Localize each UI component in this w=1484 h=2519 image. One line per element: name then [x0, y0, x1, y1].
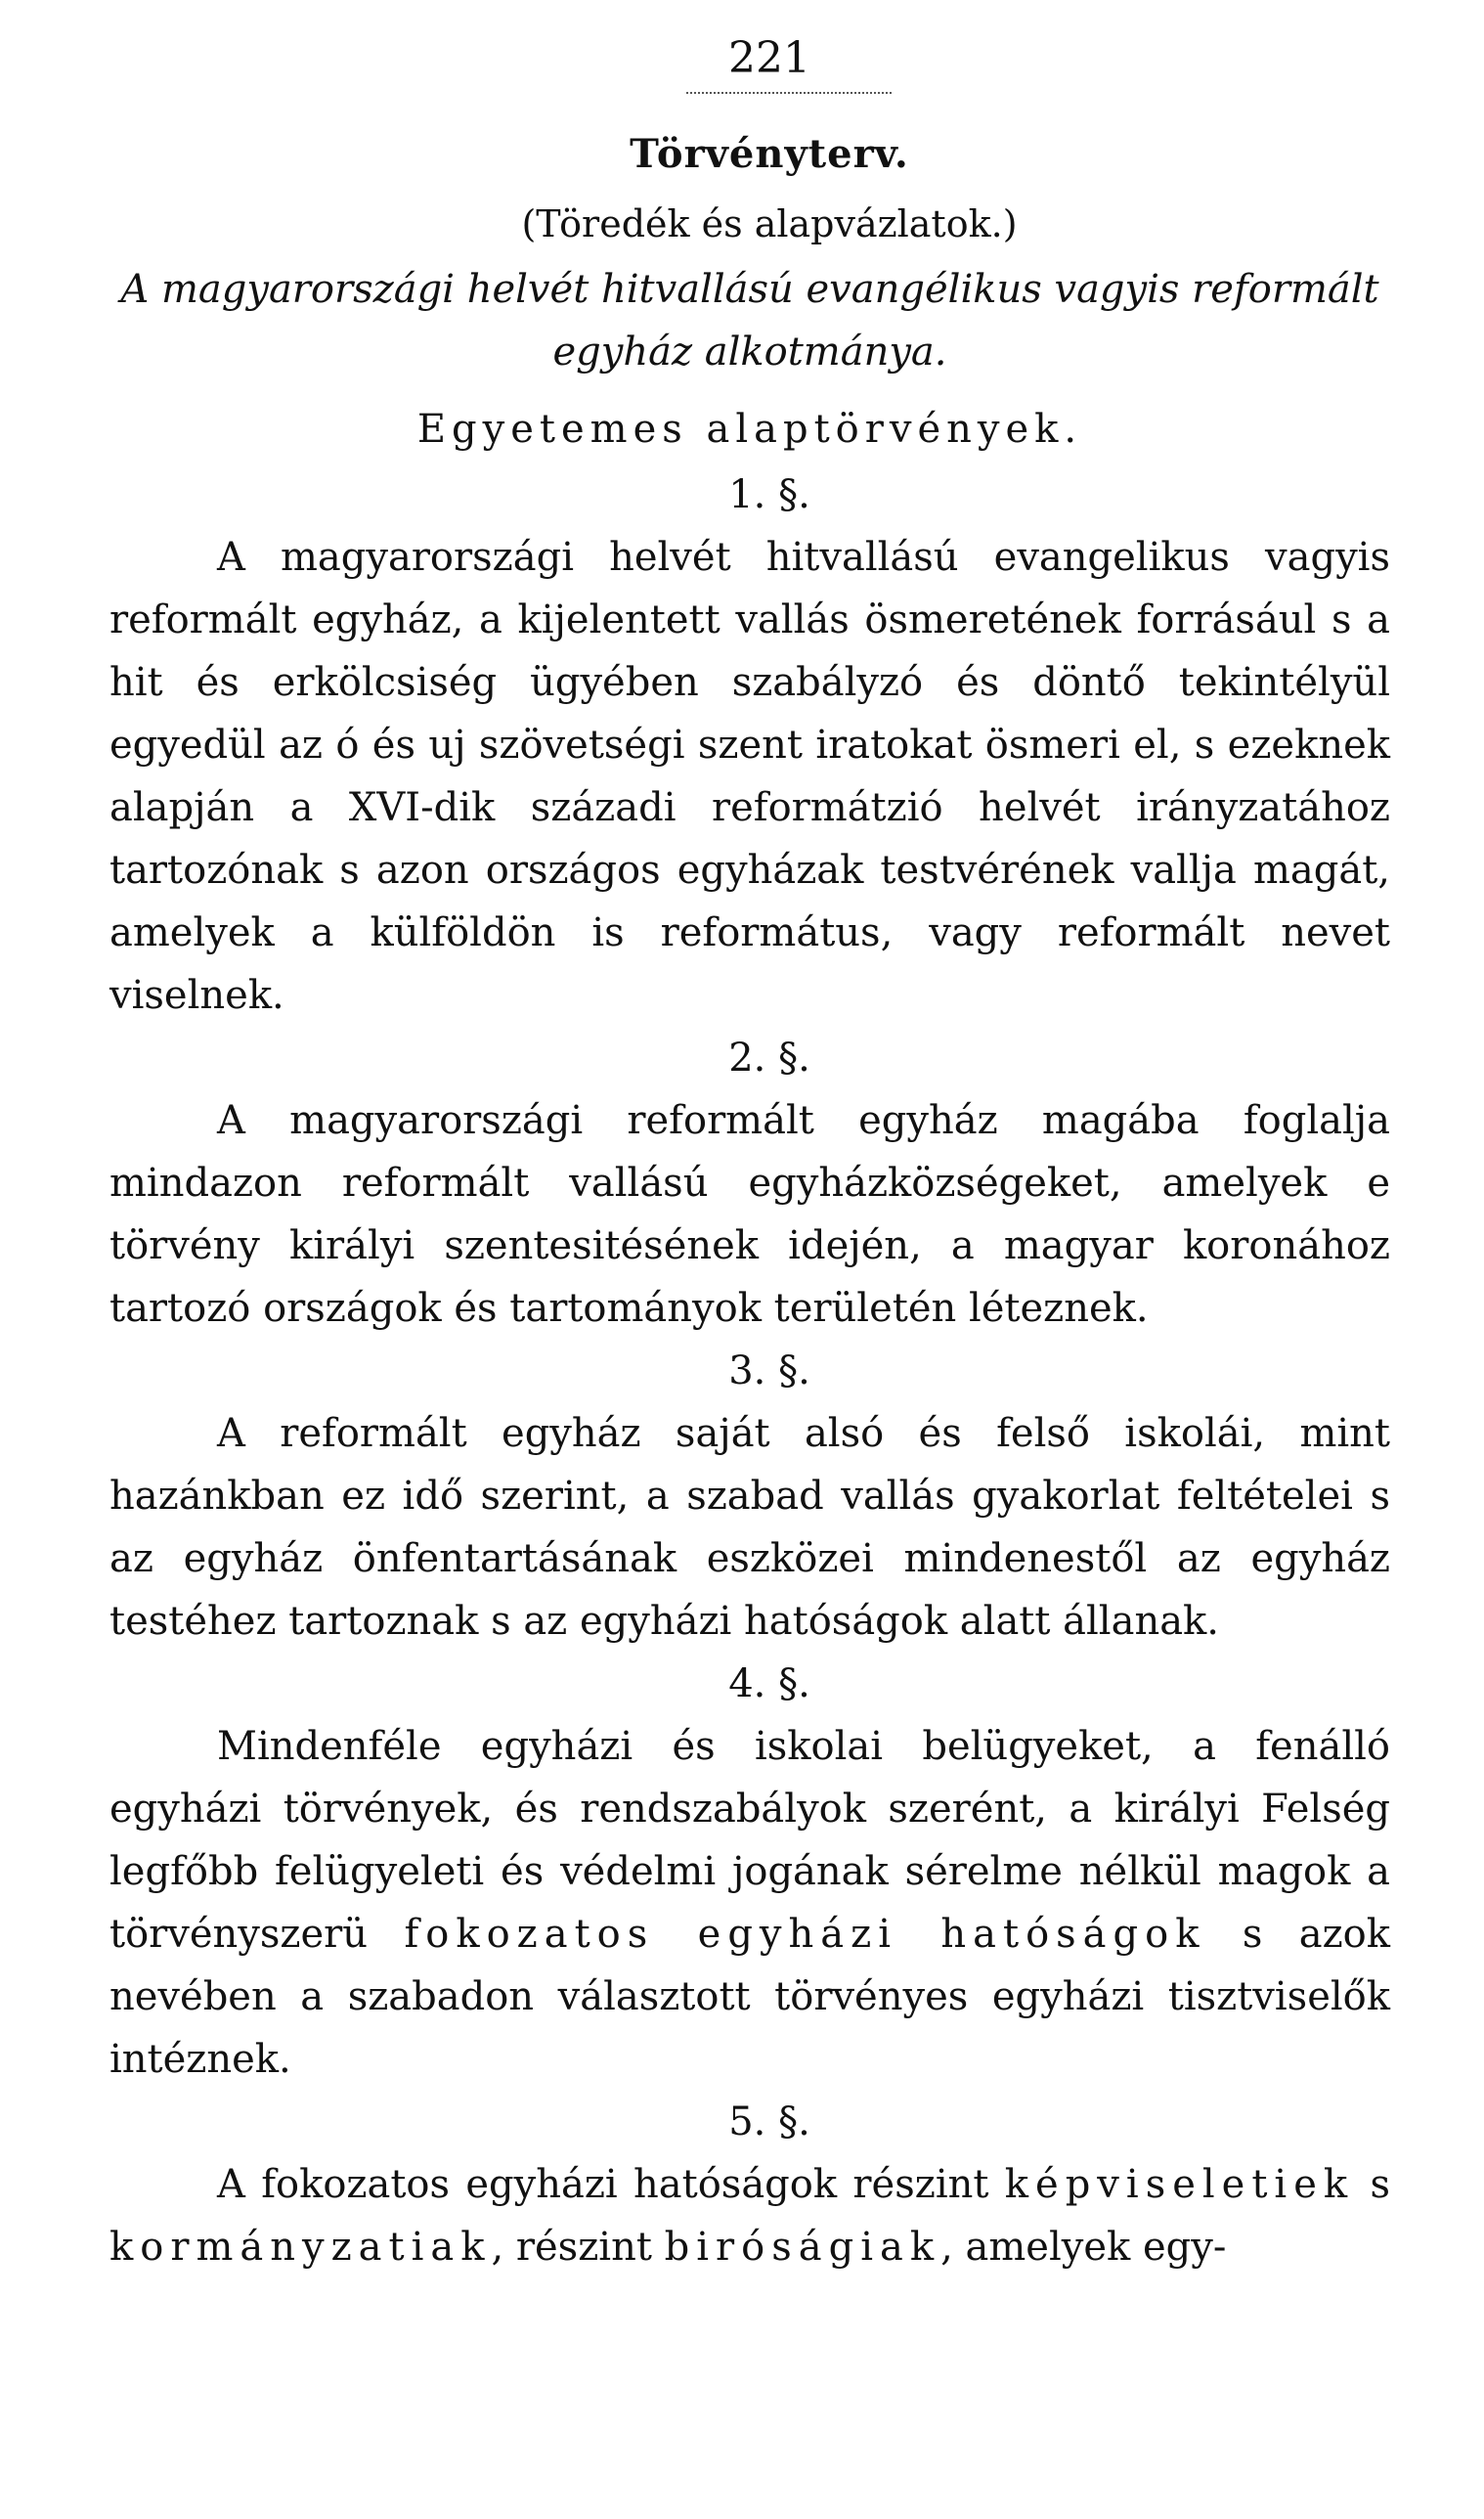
page-number-rule — [686, 92, 892, 94]
text-segment: s azok nevében a szabadon választott törvényes egyházi tisztviselők intéznek. — [109, 1912, 1390, 2082]
document-title: Törvényterv. — [630, 131, 909, 177]
section-text: A reformált egyház saját alsó és felső iskolái, mint hazánkban ez idő szerint, a szabad vallás gyakorlat feltételei s az egyház önfentartásának eszközei mindenestől az egyház testéhez tartoznak s az egyházi hatóságok alatt állanak. — [109, 1411, 1390, 1644]
section-number: 1. §. — [728, 472, 810, 517]
text-segment: s — [1370, 2162, 1390, 2207]
section-text: A magyarországi helvét hitvallású evangelikus vagyis reformált egyház, a kijelentett vallás ösmeretének forrásául s a hit és erkölcsiség ügyében szabályzó és döntő tekintélyül egyedül az ó és uj szövetségi szent iratokat ösmeri el, s ezeknek alapján a XVI-dik századi reformátzió helvét irányzatához tartozónak s azon országos egyházak testvérének vallja magát, amelyek a külföldön is református, vagy reformált nevet viselnek. — [109, 535, 1390, 1018]
text-segment: , részint — [491, 2225, 652, 2270]
text-segment: A fokozatos egyházi hatóságok részint — [217, 2162, 989, 2207]
spaced-emphasis: biróságiak — [664, 2225, 941, 2270]
text-segment: , amelyek egy- — [940, 2225, 1227, 2270]
section-number: 3. §. — [728, 1348, 810, 1393]
document-page — [109, 29, 1390, 2278]
spaced-emphasis: fokozatos egyházi hatóságok — [404, 1912, 1206, 1957]
section-4 — [109, 1653, 1390, 2091]
section-5 — [109, 2091, 1390, 2278]
page-number: 221 — [728, 33, 810, 83]
constitution-title: A magyarországi helvét hitvallású evangélikus vagyis reformált egyház alkotmánya. — [120, 267, 1379, 375]
section-number: 4. §. — [728, 1661, 810, 1706]
section-text — [109, 2153, 1390, 2278]
spaced-emphasis: képviseletiek — [1004, 2162, 1355, 2207]
section-heading: Egyetemes alaptörvények. — [416, 407, 1083, 452]
text-segment: Mindenféle egyházi és iskolai belügyeket, a fenálló egyházi törvények, és rendszabályok szerént, a királyi Felség legfőbb felügyeleti és védelmi jogának sérelme nélkül magok a törvényszerü — [109, 1724, 1390, 1957]
spaced-emphasis: kormányzatiak — [109, 2225, 492, 2270]
section-number: 5. §. — [728, 2099, 810, 2144]
section-2 — [109, 1027, 1390, 1340]
section-text: A magyarországi reformált egyház magába foglalja mindazon reformált vallású egyházközségeket, amelyek e törvény királyi szentesitésének idején, a magyar koronához tartozó országok és tartományok területén léteznek. — [109, 1098, 1390, 1331]
section-1 — [109, 464, 1390, 1027]
section-number: 2. §. — [728, 1036, 810, 1081]
section-3 — [109, 1340, 1390, 1653]
section-text — [109, 1715, 1390, 2091]
document-subtitle: (Töredék és alapvázlatok.) — [521, 202, 1018, 245]
